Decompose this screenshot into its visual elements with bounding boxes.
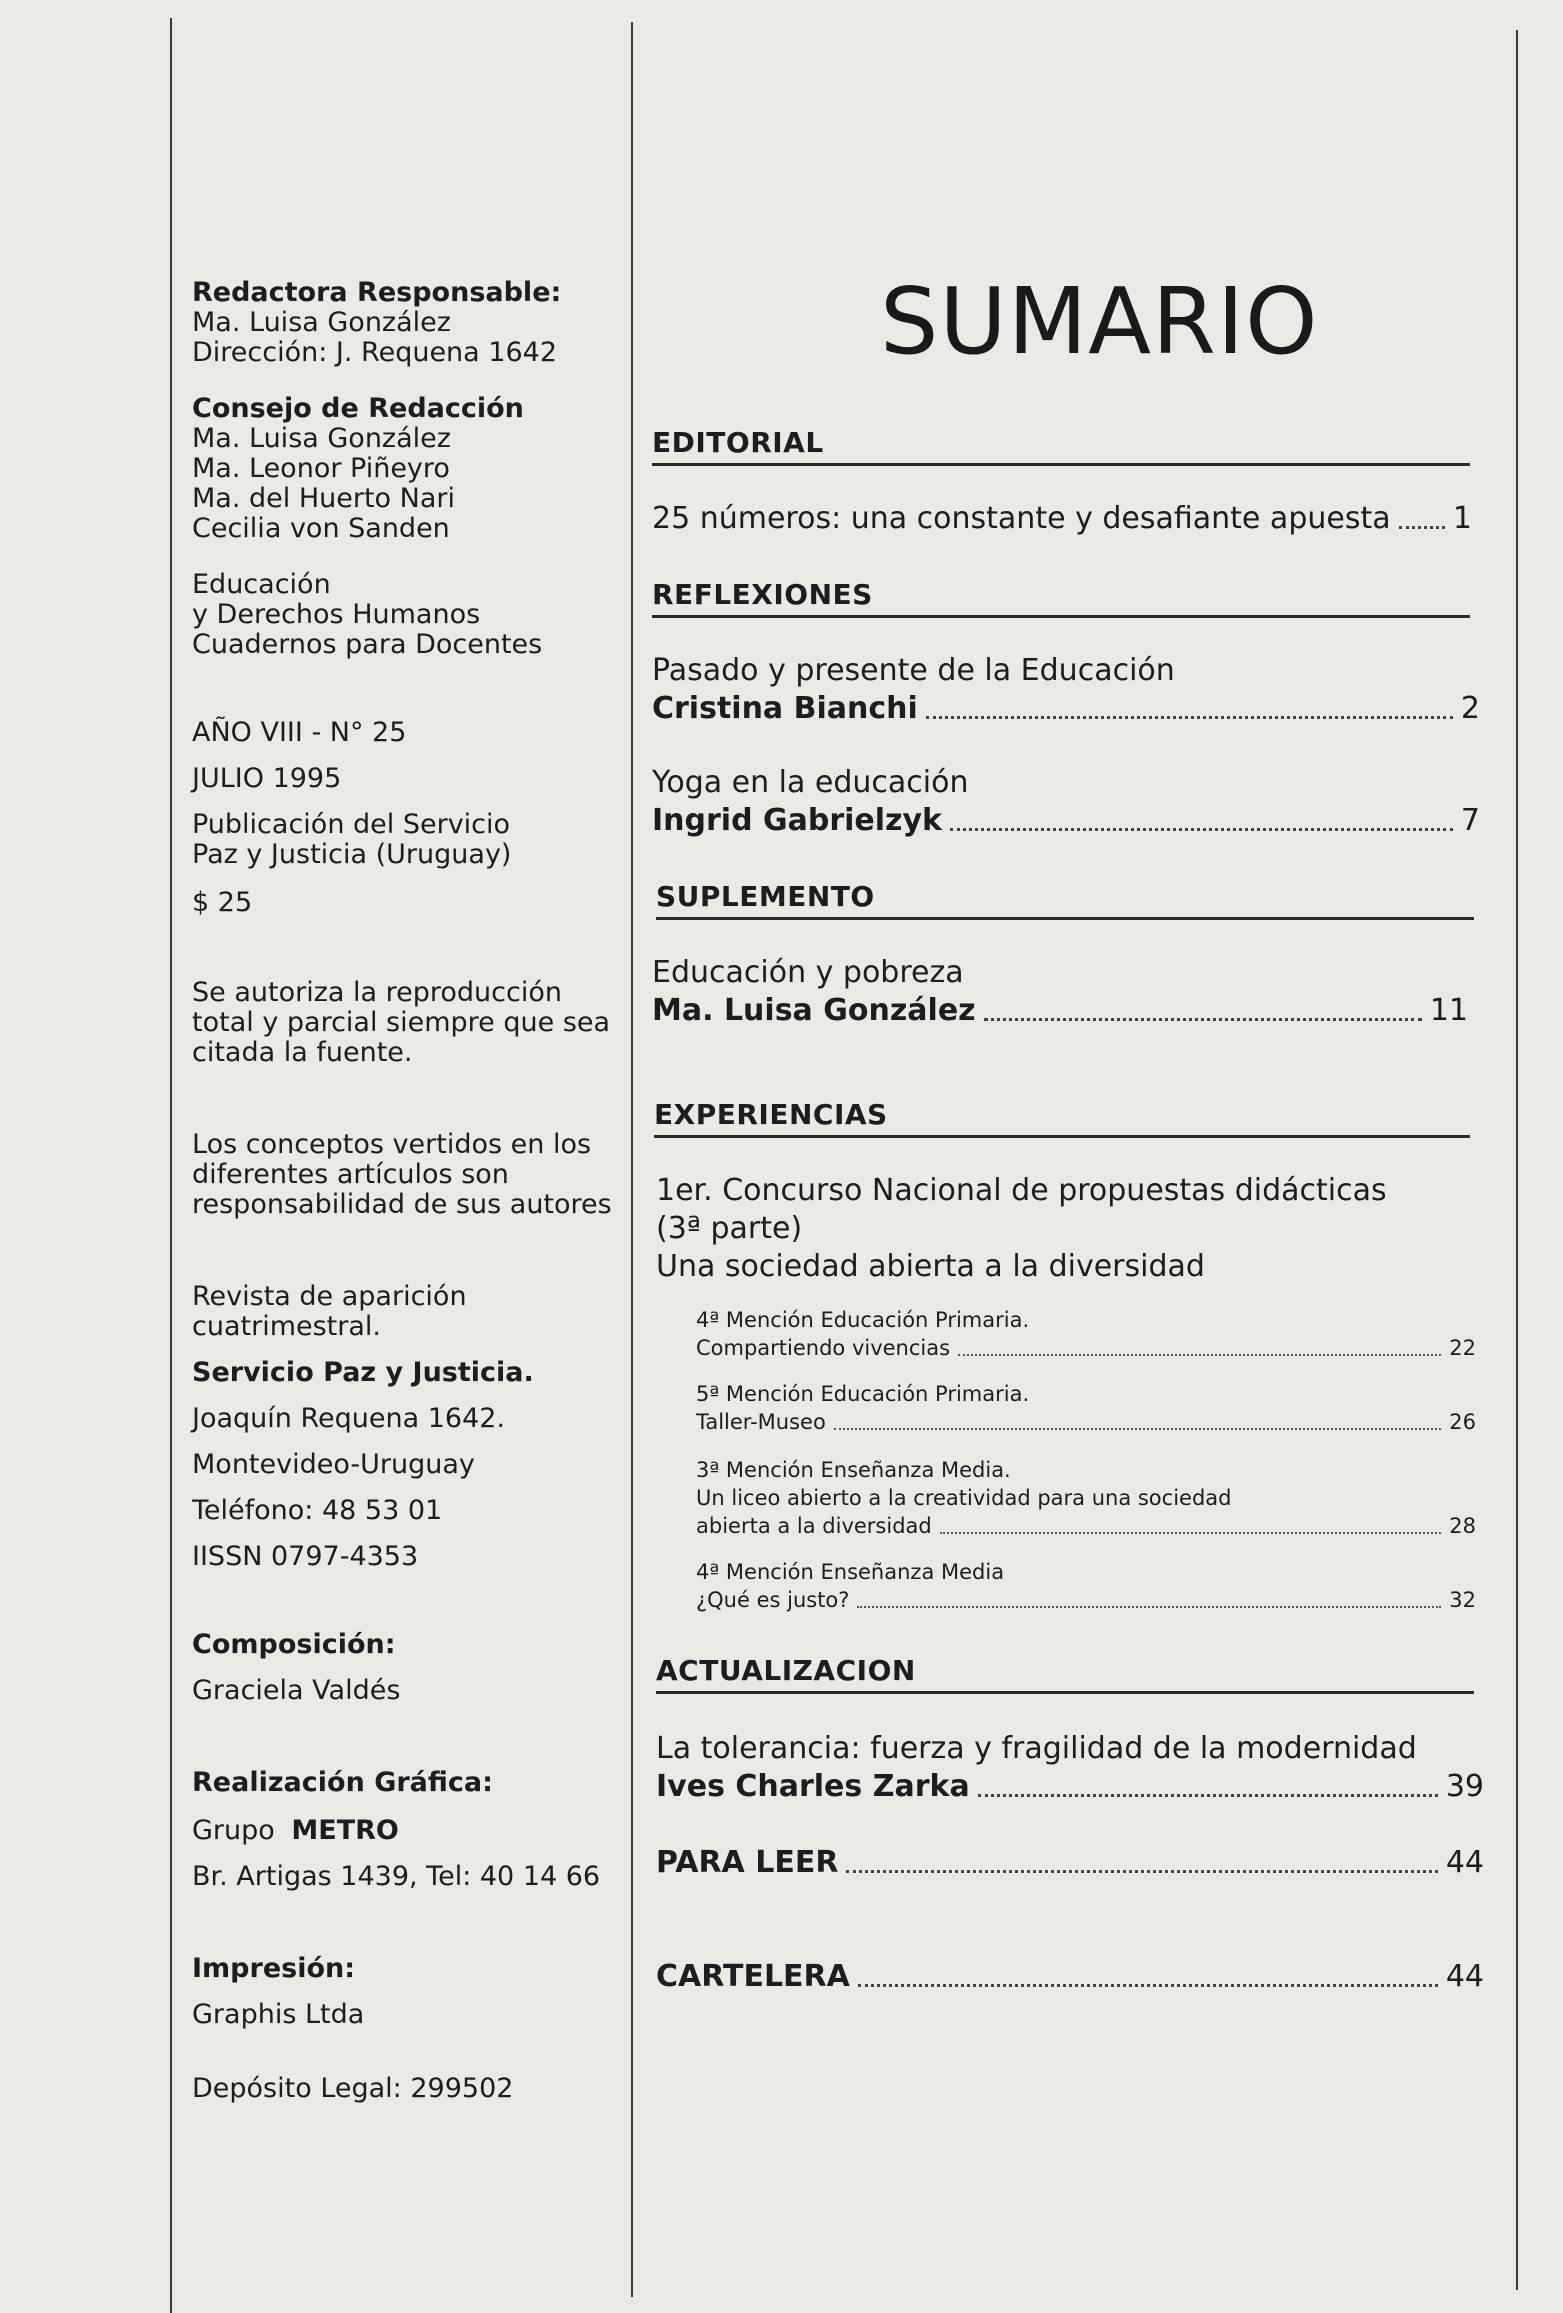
entry-title: CARTELERA <box>656 1959 850 1994</box>
consejo-member: Ma. Luisa González <box>192 423 451 454</box>
realizacion-metro: METRO <box>291 1815 399 1846</box>
dot-leader <box>978 1794 1438 1797</box>
autoriza-block <box>192 978 610 1068</box>
mencion-title-line: Un liceo abierto a la creatividad para una sociedad <box>696 1486 1232 1510</box>
conceptos-line: responsabilidad de sus autores <box>192 1189 612 1220</box>
section-editorial <box>652 426 1470 466</box>
toc-entry[interactable] <box>656 1730 1484 1806</box>
page-number: 39 <box>1445 1769 1484 1804</box>
toc-entry-cartelera[interactable] <box>656 1958 1484 1996</box>
realizacion-grupo-line <box>192 1816 399 1846</box>
servicio-phone: Teléfono: 48 53 01 <box>192 1495 443 1526</box>
page-number: 2 <box>1460 691 1480 726</box>
entry-title: Educación y pobreza <box>652 955 964 990</box>
intro-line: Una sociedad abierta a la diversidad <box>656 1249 1205 1284</box>
toc-entry-para-leer[interactable] <box>656 1844 1484 1882</box>
redactora-block <box>192 278 561 368</box>
toc-entry[interactable] <box>652 500 1472 538</box>
section-heading: EXPERIENCIAS <box>654 1098 1470 1138</box>
mencion-entry[interactable] <box>696 1456 1476 1540</box>
composicion-label: Composición: <box>192 1629 396 1660</box>
entry-author: Cristina Bianchi <box>652 691 918 726</box>
section-heading: ACTUALIZACION <box>656 1654 1474 1694</box>
autoriza-line: Se autoriza la reproducción <box>192 977 562 1008</box>
issue-year: AÑO VIII - N° 25 <box>192 717 407 748</box>
dot-leader <box>958 1354 1441 1356</box>
entry-author: Ma. Luisa González <box>652 993 976 1028</box>
mencion-title: ¿Qué es justo? <box>696 1588 850 1612</box>
realizacion-grupo: Grupo <box>192 1815 275 1846</box>
series-line: Cuadernos para Docentes <box>192 629 543 660</box>
realizacion-address: Br. Artigas 1439, Tel: 40 14 66 <box>192 1861 601 1892</box>
series-line: y Derechos Humanos <box>192 599 481 630</box>
page-number: 26 <box>1449 1410 1476 1434</box>
series-line: Educación <box>192 569 331 600</box>
publicacion-line: Paz y Justicia (Uruguay) <box>192 839 512 870</box>
redactora-label: Redactora Responsable: <box>192 277 562 308</box>
autoriza-line: citada la fuente. <box>192 1037 413 1068</box>
page-number: 22 <box>1449 1336 1476 1360</box>
left-column-rule <box>170 18 172 2313</box>
dot-leader <box>846 1870 1437 1873</box>
dot-leader <box>857 1606 1441 1608</box>
page-number: 44 <box>1445 1959 1484 1994</box>
experiencias-intro <box>656 1172 1484 1286</box>
toc-entry[interactable] <box>652 764 1480 840</box>
page-number: 44 <box>1445 1845 1484 1880</box>
page-number: 28 <box>1449 1514 1476 1538</box>
redactora-direccion: Dirección: J. Requena 1642 <box>192 337 558 368</box>
section-heading: SUPLEMENTO <box>656 880 1474 920</box>
entry-author: Ingrid Gabrielzyk <box>652 803 943 838</box>
section-reflexiones <box>652 578 1470 618</box>
publicacion-line: Publicación del Servicio <box>192 809 511 840</box>
dot-leader <box>984 1018 1422 1021</box>
dot-leader <box>950 828 1453 831</box>
section-heading: REFLEXIONES <box>652 578 1470 618</box>
entry-title: La tolerancia: fuerza y fragilidad de la modernidad <box>656 1731 1417 1766</box>
mencion-title: Taller-Museo <box>696 1410 826 1434</box>
issn: IISSN 0797-4353 <box>192 1541 419 1572</box>
servicio-name: Servicio Paz y Justicia. <box>192 1357 534 1388</box>
series-block <box>192 570 542 660</box>
mencion-entry[interactable] <box>696 1558 1476 1614</box>
page-title: SUMARIO <box>880 268 1319 375</box>
toc-entry[interactable] <box>652 652 1480 728</box>
section-actualizacion <box>656 1654 1474 1694</box>
servicio-address: Joaquín Requena 1642. <box>192 1403 506 1434</box>
price: $ 25 <box>192 887 253 918</box>
section-experiencias <box>654 1098 1470 1138</box>
mencion-head: 4ª Mención Educación Primaria. <box>696 1308 1030 1332</box>
page-number: 1 <box>1452 501 1472 536</box>
conceptos-block <box>192 1130 612 1220</box>
autoriza-line: total y parcial siempre que sea <box>192 1007 611 1038</box>
section-suplemento <box>656 880 1474 920</box>
mencion-head: 5ª Mención Educación Primaria. <box>696 1382 1030 1406</box>
realizacion-label: Realización Gráfica: <box>192 1767 493 1798</box>
dot-leader <box>858 1984 1438 1987</box>
consejo-member: Ma. Leonor Piñeyro <box>192 453 450 484</box>
section-heading: EDITORIAL <box>652 426 1470 466</box>
publicacion-block <box>192 810 511 870</box>
revista-block <box>192 1282 467 1342</box>
mencion-head: 3ª Mención Enseñanza Media. <box>696 1458 1011 1482</box>
mencion-entry[interactable] <box>696 1380 1476 1436</box>
mencion-entry[interactable] <box>696 1306 1476 1362</box>
page-number: 32 <box>1449 1588 1476 1612</box>
consejo-member: Cecilia von Sanden <box>192 513 450 544</box>
impresion-label: Impresión: <box>192 1953 356 1984</box>
issue-date: JULIO 1995 <box>192 763 342 794</box>
servicio-city: Montevideo-Uruguay <box>192 1449 475 1480</box>
page-number: 11 <box>1429 993 1468 1028</box>
middle-column-rule <box>631 22 633 2297</box>
composicion-name: Graciela Valdés <box>192 1675 401 1706</box>
deposito-legal: Depósito Legal: 299502 <box>192 2073 514 2104</box>
mencion-title: abierta a la diversidad <box>696 1514 932 1538</box>
revista-line: cuatrimestral. <box>192 1311 381 1342</box>
consejo-member: Ma. del Huerto Nari <box>192 483 455 514</box>
impresion-name: Graphis Ltda <box>192 1999 365 2030</box>
toc-entry[interactable] <box>652 954 1468 1030</box>
page-number: 7 <box>1460 803 1480 838</box>
dot-leader <box>940 1532 1442 1534</box>
entry-title: PARA LEER <box>656 1845 839 1880</box>
dot-leader <box>834 1428 1441 1430</box>
entry-title: Pasado y presente de la Educación <box>652 653 1175 688</box>
consejo-label: Consejo de Redacción <box>192 393 524 424</box>
entry-title: Yoga en la educación <box>652 765 969 800</box>
mencion-head: 4ª Mención Enseñanza Media <box>696 1560 1005 1584</box>
intro-line: 1er. Concurso Nacional de propuestas didácticas <box>656 1173 1387 1208</box>
entry-title: 25 números: una constante y desafiante apuesta <box>652 501 1391 536</box>
dot-leader <box>926 716 1453 719</box>
consejo-block <box>192 394 524 544</box>
dot-leader <box>1399 526 1445 529</box>
right-column-rule <box>1516 30 1518 2290</box>
conceptos-line: diferentes artículos son <box>192 1159 509 1190</box>
revista-line: Revista de aparición <box>192 1281 467 1312</box>
redactora-name: Ma. Luisa González <box>192 307 451 338</box>
entry-author: Ives Charles Zarka <box>656 1769 970 1804</box>
conceptos-line: Los conceptos vertidos en los <box>192 1129 592 1160</box>
intro-line: (3ª parte) <box>656 1211 803 1246</box>
mencion-title: Compartiendo vivencias <box>696 1336 951 1360</box>
